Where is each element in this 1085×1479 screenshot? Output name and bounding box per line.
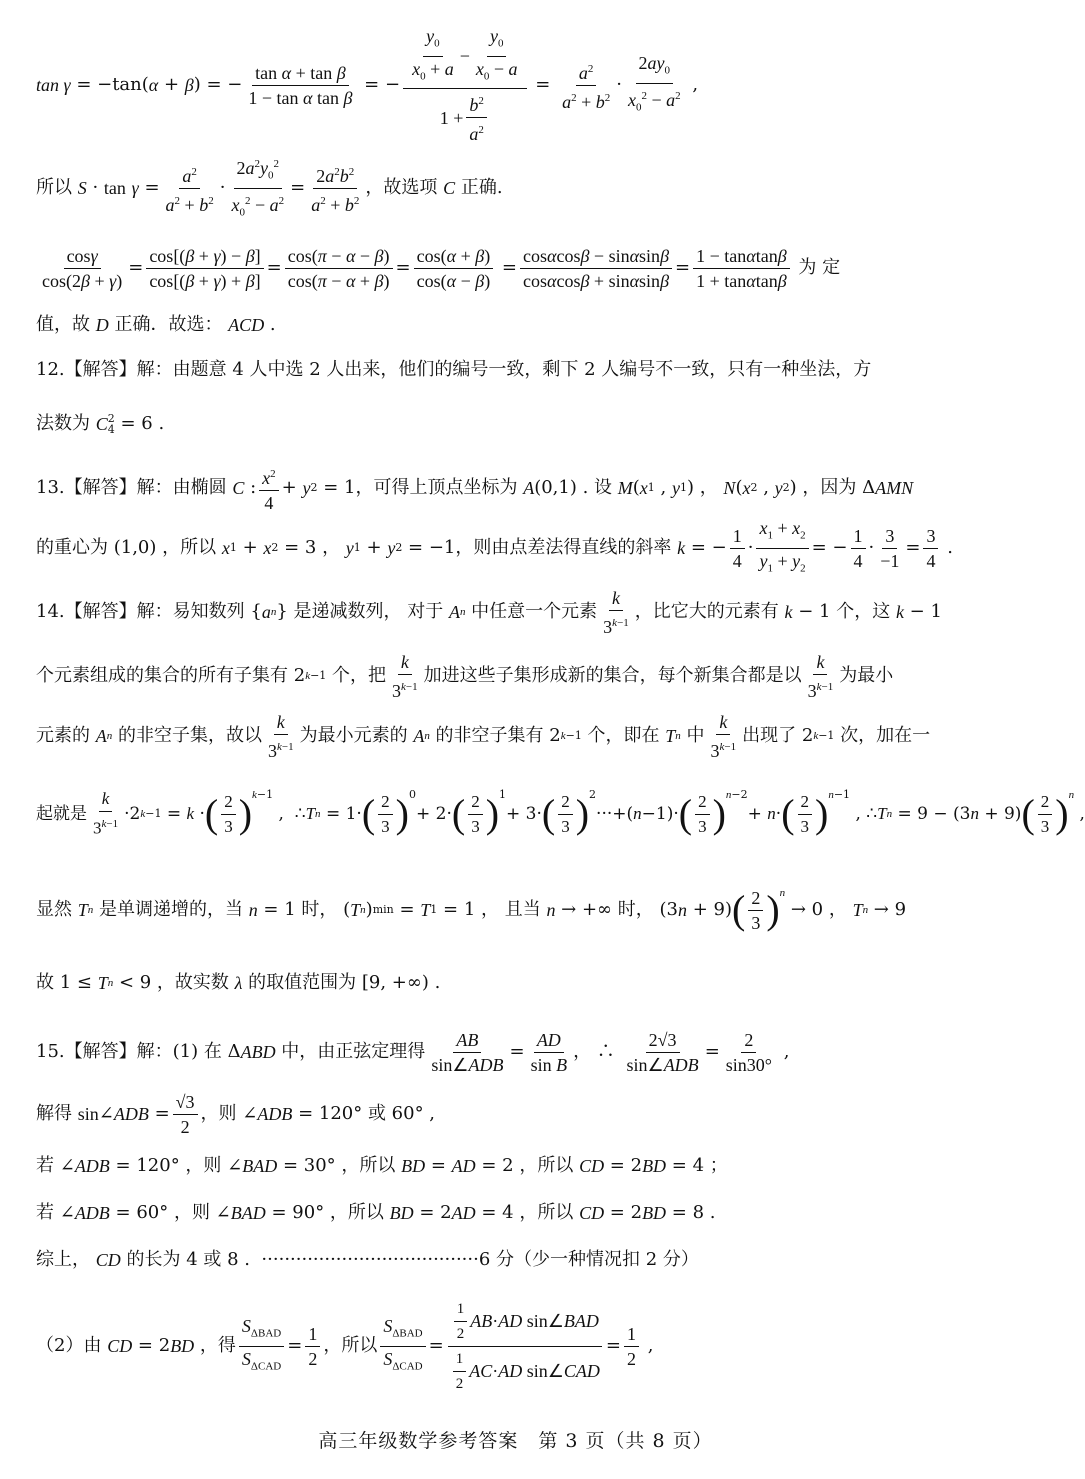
q14-line3: 元素的 A n 的非空子集，故以 $\frac{k}{3^{k-1}}$ 为最小元素的 A n 的非空子集有 2 k−1 个，即在 T n 中 $\frac{k}{3^{k-1}}$ 出现了 2 k−1 次，加在一 (36, 711, 931, 761)
q14-line5: 显然 T n 是单调递增的，当 n = 1 时， ( T n ) min = T 1 = 1 ， 且当 n → +∞ 时， (3 n + 9) ( $\frac{2}{3}$ ) $^n$ → 0 ， T n → 9 (36, 887, 907, 933)
q13-line2: 的重心为 (1,0) ，所以 x 1 + x 2 = 3 ， y 1 + y 2 = −1，则由点差法得直线的斜率 k = − $\frac{1}{4}$ · $\frac{x_1 + x_2}{y_1 + y_2}$ = − $\frac{1}{4}$ · $\frac{3}{-1}$ = $\frac{3}{4}$ . (36, 517, 953, 575)
q14-line6: 故 1 ≤ T n < 9 ，故实数 λ 的取值范围为 [9, +∞) . (36, 972, 441, 993)
q15-line1: 15.【解答】解：(1) 在 Δ ABD 中，由正弦定理得 $\frac{AB}{\text{sin∠ADB}}$ = $\frac{AD}{\text{sin B}}$ ， ∴ $\frac{2√3}{\text{sin∠ADB}}$ = $\frac{2}{\sin 30^\circ}$ , (36, 1029, 790, 1075)
q15-line5: 综上， CD 的长为 4 或 8 . ······································6 分（少一种情况扣 2 分） (36, 1249, 699, 1270)
page-footer: 高三年级数学参考答案 第 3 页（共 8 页） (318, 1430, 713, 1452)
q14-line1: 14.【解答】解：易知数列 { a n } 是递减数列， 对于 A n 中任意一个元素 $\frac{k}{3^{k-1}}$ ，比它大的元素有 k − 1 个，这 k − 1 (36, 587, 942, 637)
q15-line4: 若 ∠ ADB = 60° ，则 ∠ BAD = 90° ，所以 BD = 2 AD = 4 ，所以 CD = 2 BD = 8 . (36, 1202, 716, 1223)
eq-cos-ratio: $\frac{\cos\gamma}{\cos(2\beta + \gamma)}$ = $\frac{\cos[(\beta + \gamma) - \beta]}{\cos[(\beta + \gamma) + \beta]}$ = $\frac{\cos(\pi - \alpha - \beta)}{\cos(\pi - \alpha + \beta)}$ = $\frac{\cos(\alpha + \beta)}{\cos(\alpha - \beta)}$ = $\frac{\cos\alpha\cos\beta - \sin\alpha\sin\beta}{\cos\alpha\cos\beta + \sin\alpha\sin\beta}$ = $\frac{1 - \tan\alpha\tan\beta}{1 + \tan\alpha\tan\beta}$ 为 定 (42, 245, 841, 291)
eq-tan-gamma: tan γ = −tan( α + β ) = − $\frac{\text{tan α + tan β}}{\text{1 − tan α tan β}}$ = − $\frac{y_0}{x_0 + a}$ − $\frac{y_0}{x_0 - a}$ 1 + $\frac{b^2}{a^2}$ = $\frac{a^2}{a^2 + b^2}$ · $\frac{2ay_0}{x_0^2 - a^2}$ , (36, 25, 699, 145)
q12-line1: 12.【解答】解：由题意 4 人中选 2 人出来，他们的编号一致，剩下 2 人编号不一致，只有一种坐法，方 (36, 359, 872, 380)
q15-line6: （2）由 CD = 2 BD ，得 $\frac{S_{\Delta BAD}}{S_{\Delta CAD}}$ = $\frac{1}{2}$ ，所以 $\frac{S_{\Delta BAD}}{S_{\Delta CAD}}$ = $\frac{1}{2}$ AB · AD sin ∠ BAD $\frac{1}{2}$ AC · AD sin ∠ CAD = $\frac{1}{2}$ , (36, 1298, 997, 1394)
q15-line3: 若 ∠ ADB = 120° ，则 ∠ BAD = 30° ，所以 BD = AD = 2 ，所以 CD = 2 BD = 4 ； (36, 1155, 728, 1176)
q14-line2: 个元素组成的集合的所有子集有 2 k−1 个，把 $\frac{k}{3^{k-1}}$ 加进这些子集形成新的集合，每个新集合都是以 $\frac{k}{3^{k-1}}$ 为最小 (36, 651, 894, 701)
q13-line1: 13.【解答】解：由椭圆 C : $\frac{x^2}{4}$ + y 2 = 1，可得上顶点坐标为 A (0,1) . 设 M ( x 1 , y 1 ) ， N ( x 2 , y 2 ) ，因为 Δ AMN (36, 460, 997, 516)
q12-line2: 法数为 C 2 4 = 6 . (36, 412, 165, 436)
eq-s-tan-gamma: 所以 S · tan γ = $\frac{a^2}{a^2 + b^2}$ · $\frac{2a^2y_0^2}{x_0^2 - a^2}$ = $\frac{2a^2b^2}{a^2 + b^2}$ ，故选项 C 正确. (36, 160, 997, 216)
text-conclusion-acd: 值，故 D 正确．故选： ACD . (36, 314, 276, 335)
q14-line4: 起就是 $\frac{k}{3^{k-1}}$ ·2 k−1 = k · ( $\frac{2}{3}$ ) $^{k -1}$ , ∴ T n = 1· ( $\frac{2}{3}$ ) $^0$ + 2· ( $\frac{2}{3}$ ) $^1$ + 3· ( $\frac{2}{3}$ ) $^2$ ···+( n −1)· ( $\frac{2}{3}$ ) $^{n -2}$ + n · ( $\frac{2}{3}$ ) $^{n -1}$ , ∴ T n = 9 − (3 n + 9) ( $\frac{2}{3}$ ) $^n$ , (36, 788, 1085, 838)
q15-line2: 解得 sin ∠ ADB = $\frac{√3}{2}$ ，则 ∠ ADB = 120° 或 60° , (36, 1091, 436, 1137)
